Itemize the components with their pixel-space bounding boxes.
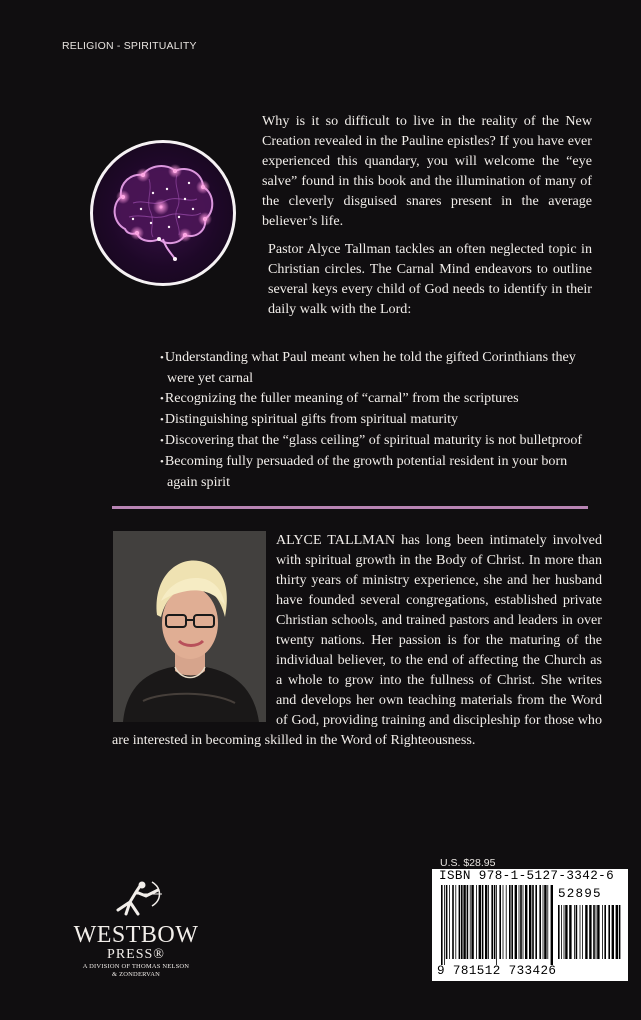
- author-bio: ALYCE TALLMAN has long been intimately involved with spiritual growth in the Body of Christ. In more than thirty years of ministry experience, she and her husband have founded several congregations, established private Christian schools, and trained pastors and leaders in over twenty nations. Her passion is for the maturing of the individual believer, to the end of affecting the Church as a whole to grow into the fullness of Christ. She writes and develops her own teaching materials from the Word of God, providing training and discipleship for those who are interested in becoming skilled in the Word of Righteousness.: [112, 532, 602, 748]
- description-paragraph: Pastor Alyce Tallman tackles an often neglected topic in Christian circles. The Carnal Mind endeavors to outline several keys every child of God needs to identify in their daily walk with the Lord:: [268, 241, 592, 317]
- barcode-bar: [593, 905, 595, 959]
- barcode-bar: [580, 905, 581, 959]
- barcode-digits: 9 781512 733426: [437, 964, 557, 978]
- barcode-bar: [488, 885, 489, 959]
- barcode-bar: [461, 885, 463, 959]
- barcode-bar: [491, 885, 493, 959]
- barcode-bar: [511, 885, 513, 959]
- barcode-addon-bars: [558, 905, 622, 965]
- section-divider: [112, 506, 588, 509]
- barcode-bar: [596, 905, 597, 959]
- barcode-bar: [515, 885, 517, 959]
- archer-icon: [106, 880, 166, 918]
- publisher-division-2: & ZONDERVAN: [112, 971, 160, 978]
- barcode-bar: [525, 885, 527, 959]
- barcode-bar: [604, 905, 606, 959]
- barcode-bars: [441, 885, 553, 965]
- barcode-bar: [535, 885, 537, 959]
- barcode-bar: [523, 885, 524, 959]
- barcode-bar: [485, 885, 487, 959]
- publisher-division: A DIVISION OF THOMAS NELSON: [82, 963, 190, 970]
- barcode-bar: [589, 905, 591, 959]
- barcode-bar: [476, 885, 477, 959]
- barcode-bar: [608, 905, 610, 959]
- barcode-bar: [612, 905, 614, 959]
- list-item: • Becoming fully persuaded of the growth potential resident in your born again spirit: [160, 451, 600, 492]
- barcode-bar: [585, 905, 587, 959]
- barcode-bar: [582, 905, 583, 959]
- barcode-bar: [616, 905, 618, 959]
- barcode-bar: [576, 905, 578, 959]
- barcode-bar: [496, 885, 497, 965]
- barcode-bar: [506, 885, 507, 959]
- isbn-barcode: [432, 869, 628, 981]
- barcode-bar: [441, 885, 443, 965]
- barcode-bar: [499, 885, 501, 959]
- barcode-bar: [532, 885, 534, 959]
- barcode-bar: [574, 905, 575, 959]
- brain-illustration: [90, 140, 236, 286]
- barcode-bar: [459, 885, 461, 959]
- barcode-bar: [619, 905, 621, 959]
- list-item: • Distinguishing spiritual gifts from spiritual maturity: [160, 409, 600, 430]
- barcode-bar: [455, 885, 456, 959]
- barcode-bar: [452, 885, 454, 959]
- barcode-bar: [597, 905, 599, 959]
- barcode-bar: [467, 885, 469, 959]
- category-label: RELIGION - SPIRITUALITY: [62, 40, 197, 52]
- barcode-bar: [446, 885, 448, 959]
- barcode-bar: [520, 885, 522, 959]
- barcode-bar: [529, 885, 531, 959]
- barcode-bar: [509, 885, 511, 959]
- barcode-bar: [539, 885, 541, 959]
- barcode-bar: [551, 885, 553, 965]
- price-code: 52895: [558, 887, 602, 901]
- barcode-bar: [494, 885, 496, 959]
- list-item: • Discovering that the “glass ceiling” of spiritual maturity is not bulletproof: [160, 430, 600, 451]
- author-bio-block: [112, 530, 602, 750]
- list-item: • Understanding what Paul meant when he told the gifted Corinthians they were yet carnal: [160, 347, 600, 388]
- key-points-list: [160, 347, 600, 492]
- barcode-bar: [471, 885, 473, 959]
- publisher-logo: [66, 880, 206, 979]
- barcode-bar: [503, 885, 504, 959]
- barcode-bar: [482, 885, 484, 959]
- price-label: U.S. $28.95: [440, 857, 496, 869]
- barcode-bar: [561, 905, 562, 959]
- barcode-bar: [519, 885, 520, 959]
- barcode-bar: [547, 885, 548, 959]
- isbn-text: ISBN 978-1-5127-3342-6: [439, 869, 615, 883]
- barcode-bar: [463, 885, 465, 959]
- barcode-bar: [470, 885, 471, 959]
- barcode-bar: [558, 905, 560, 959]
- barcode-bar: [543, 885, 544, 959]
- barcode-bar: [565, 905, 567, 959]
- barcode-bar: [544, 885, 546, 959]
- barcode-bar: [564, 905, 565, 959]
- publisher-press: PRESS®: [107, 947, 165, 962]
- barcode-bar: [569, 905, 571, 959]
- barcode-bar: [449, 885, 450, 959]
- intro-paragraph: Why is it so difficult to live in the reality of the New Creation revealed in the Pauline epistles? If you have ever experienced this quandary, you will welcome the “eye salve” found in this book and the illumination of many of the cleverly disguised snares present in the average believer’s life.: [262, 113, 592, 229]
- brain-icon: [93, 143, 233, 283]
- publisher-name: WESTBOW: [73, 922, 199, 948]
- barcode-bar: [444, 885, 445, 965]
- list-item: • Recognizing the fuller meaning of “carnal” from the scriptures: [160, 388, 600, 409]
- barcode-bar: [479, 885, 481, 959]
- barcode-bar: [602, 905, 603, 959]
